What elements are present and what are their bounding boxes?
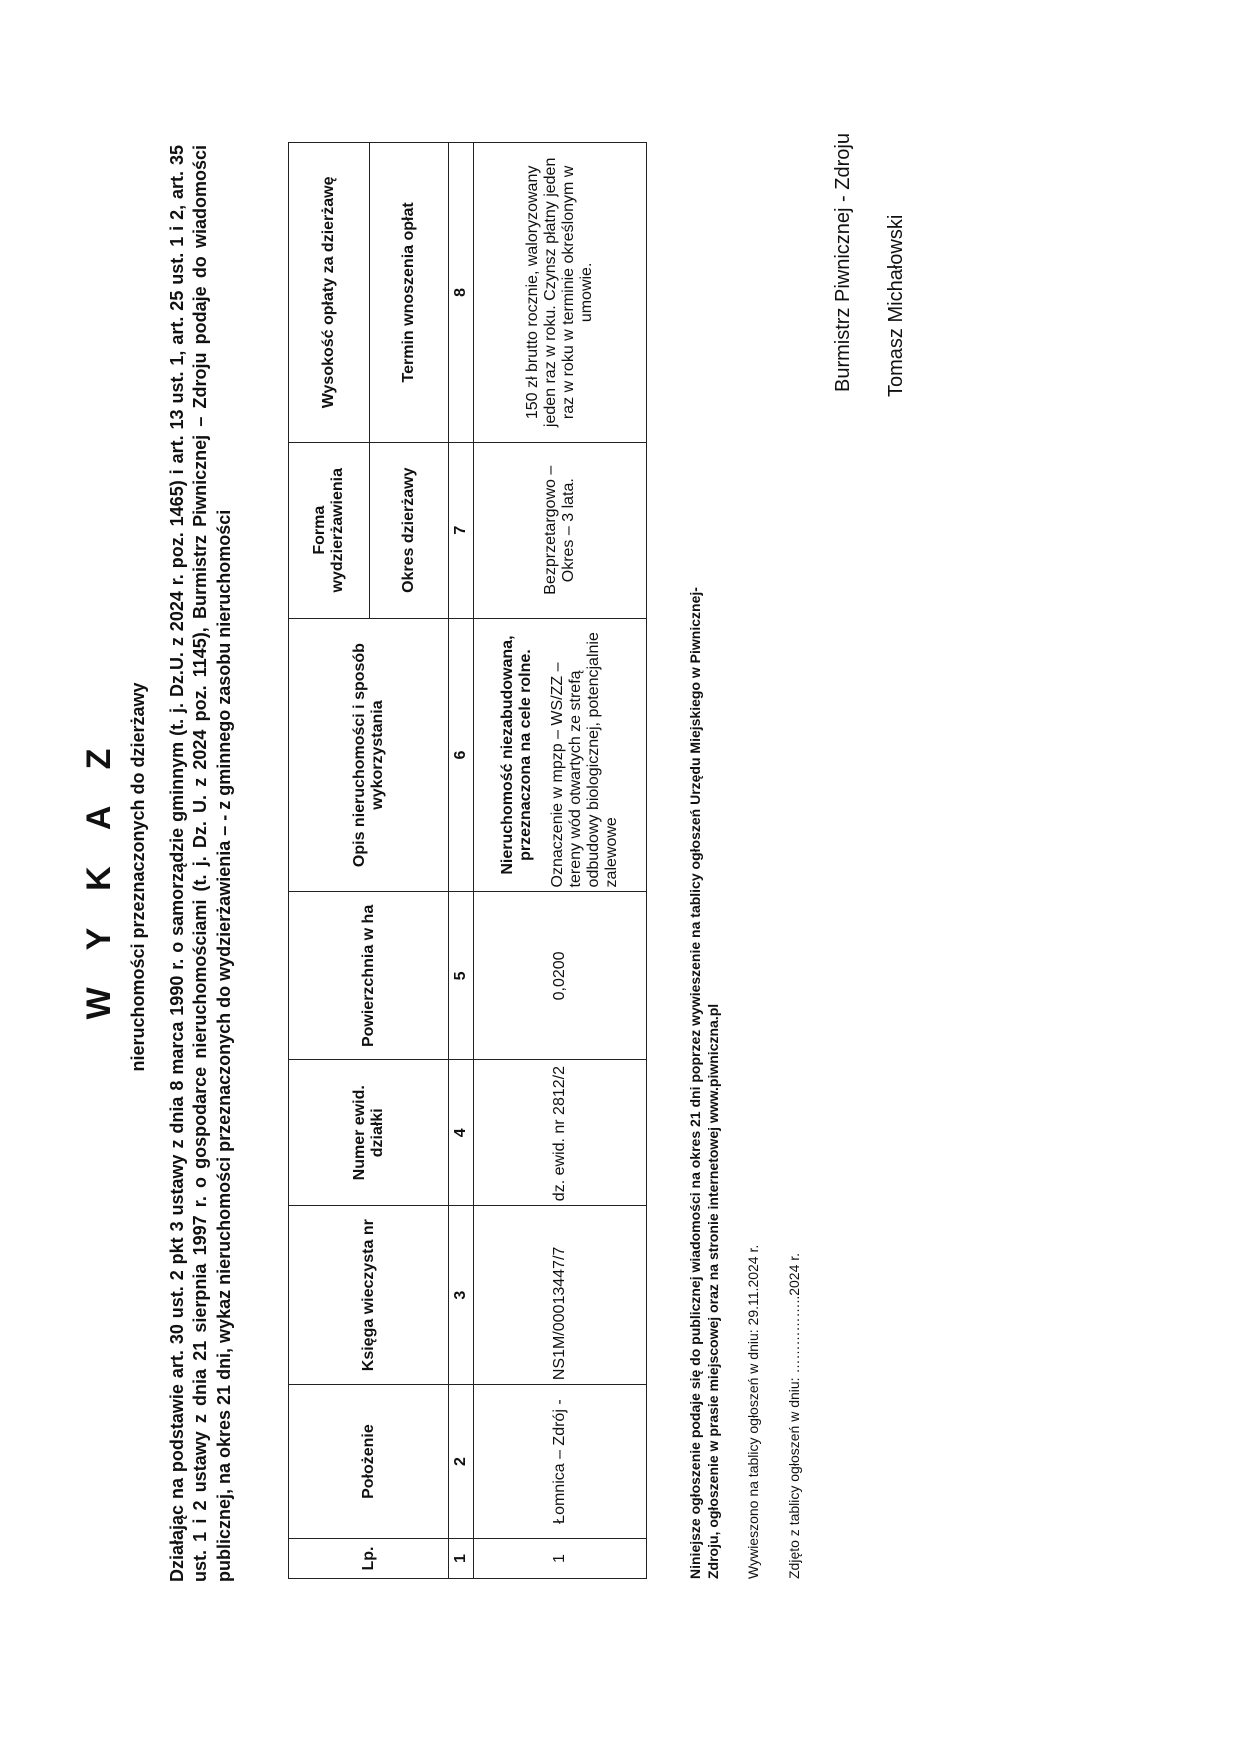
cell-numer: dz. ewid. nr 2812/2 <box>474 1060 647 1206</box>
intro-paragraph: Działając na podstawie art. 30 ust. 2 pkt 3 ustawy z dnia 8 marca 1990 r. o samorządzie gminnym (t. j. Dz.U. z 2024 r. poz. 1465) i art. 13 ust. 1, art. 25 ust. 1 i 2, art. 35 ust. 1 i 2 ustawy z dnia 21 sierpnia 1997 r. o gospodarce nieruchomościami (t. j. Dz. U. z 2024 poz. 1145), Burmistrz Piwnicznej – Zdroju podaje do wiadomości publicznej, na okres 21 dni, wykaz nieruchomości przeznaczonych do wydzierżawienia – - z gminnego zasobu nieruchomości <box>167 145 234 1582</box>
column-number: 7 <box>449 442 474 618</box>
table-row <box>474 143 647 1579</box>
description-text: Oznaczenie w mpzp – WS/ZZ – tereny wód otwartych ze strefą odbudowy biologicznej, potencjalnie zalewowe <box>549 632 620 888</box>
header-powierzchnia: Powierzchnia w ha <box>289 892 449 1060</box>
column-number-row <box>449 143 474 1579</box>
cell-ksiega: NS1M/00013447/7 <box>474 1206 647 1385</box>
posted-date: Wywieszono na tablicy ogłoszeń w dniu: 29.11.2024 r. <box>745 1244 761 1579</box>
table-header-row <box>289 143 370 1579</box>
header-polozenie: Położenie <box>289 1385 449 1539</box>
property-table <box>288 142 647 1579</box>
column-number: 1 <box>449 1539 474 1579</box>
cell-powierzchnia: 0,0200 <box>474 892 647 1060</box>
cell-polozenie: Łomnica – Zdrój - <box>474 1385 647 1539</box>
header-forma: Forma wydzierżawienia <box>289 442 370 618</box>
signature-title: Burmistrz Piwnicznej - Zdroju <box>832 133 854 392</box>
cell-oplata: 150 zł brutto rocznie, waloryzowany jeden raz w roku. Czynsz płatny jeden raz w roku w terminie określonym w umowie. <box>474 143 647 443</box>
document-title: W Y K A Z <box>80 734 118 1020</box>
header-numer: Numer ewid. działki <box>289 1060 449 1206</box>
header-ksiega: Księga wieczysta nr <box>289 1206 449 1385</box>
column-number: 2 <box>449 1385 474 1539</box>
cell-opis <box>474 618 647 892</box>
column-number: 3 <box>449 1206 474 1385</box>
header-okres: Okres dzierżawy <box>370 442 449 618</box>
header-lp: Lp. <box>289 1539 449 1579</box>
header-wysokosc: Wysokość opłaty za dzierżawę <box>289 143 370 443</box>
header-opis: Opis nieruchomości i sposób wykorzystania <box>289 618 449 892</box>
column-number: 8 <box>449 143 474 443</box>
publication-note: Niniejsze ogłoszenie podaje się do publicznej wiadomości na okres 21 dni poprzez wywieszenie na tablicy ogłoszeń Urzędu Miejskiego w Piwnicznej-Zdroju, ogłoszenie w prasie miejscowej oraz na stronie internetowej www.piwniczna.pl <box>687 587 721 1579</box>
column-number: 4 <box>449 1060 474 1206</box>
signature-name: Tomasz Michałowski <box>885 214 907 397</box>
removed-date: Zdjęto z tablicy ogłoszeń w dniu: ……………..2024 r. <box>786 1252 802 1579</box>
description-headline: Nieruchomość niezabudowana, przeznaczona na cele rolne. <box>499 635 534 875</box>
cell-lp: 1 <box>474 1539 647 1579</box>
column-number: 5 <box>449 892 474 1060</box>
cell-forma: Bezprzetargowo – Okres – 3 lata. <box>474 442 647 618</box>
column-number: 6 <box>449 618 474 892</box>
header-termin: Termin wnoszenia opłat <box>370 143 449 443</box>
document-subtitle: nieruchomości przeznaczonych do dzierżawy <box>128 682 148 1072</box>
